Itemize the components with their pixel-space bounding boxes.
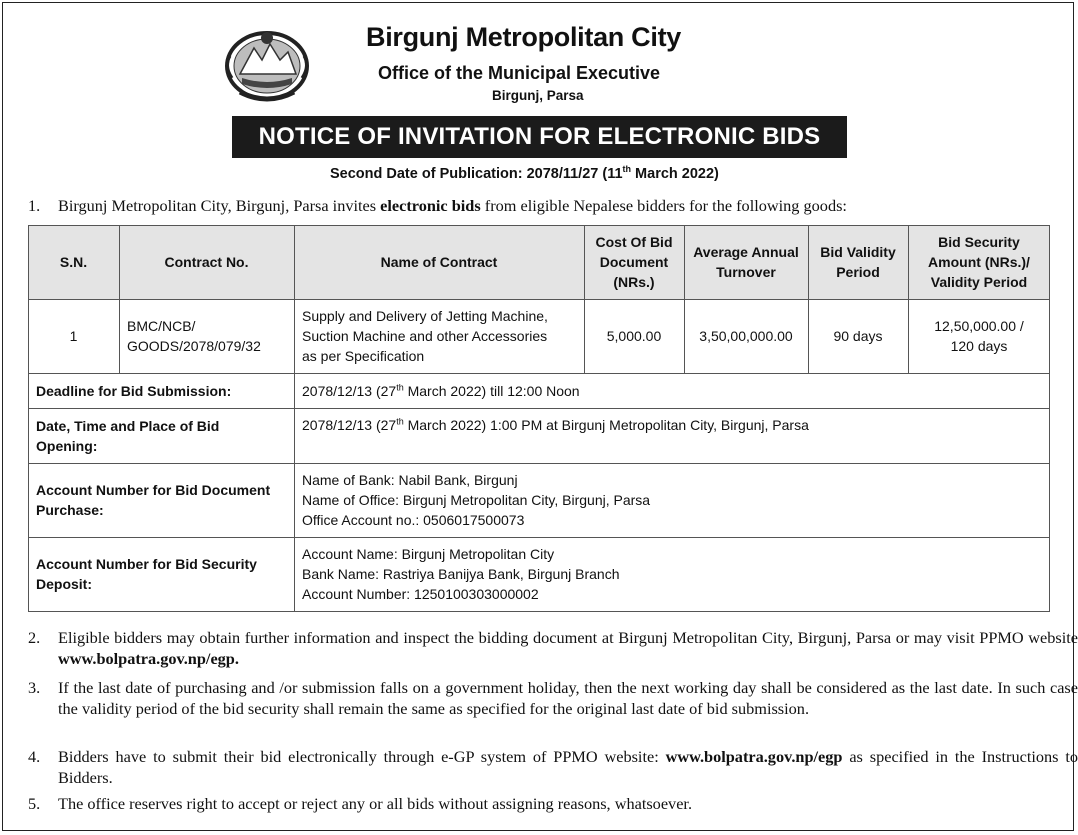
row-validity: 90 days	[833, 328, 883, 344]
publication-date: Second Date of Publication: 2078/11/27 (11th March 2022)	[330, 164, 719, 182]
office-location: Birgunj, Parsa	[492, 88, 584, 103]
security-deposit-details: Account Name: Birgunj Metropolitan City Bank Name: Rastriya Banijya Bank, Birgunj Branch Account Number: 1250100303000002	[302, 546, 620, 602]
header-average-annual-turnover: Average Annual Turnover	[684, 225, 808, 299]
nepal-government-emblem-icon	[220, 26, 314, 106]
row-turnover: 3,50,00,000.00	[699, 328, 793, 344]
header-contract-name: Name of Contract	[294, 225, 584, 299]
header-bid-validity-period: Bid Validity Period	[808, 225, 908, 299]
header-bid-security: Bid Security Amount (NRs.)/ Validity Period	[908, 225, 1050, 299]
purchase-account-details: Name of Bank: Nabil Bank, Birgunj Name of Office: Birgunj Metropolitan City, Birgunj, Parsa Office Account no.: 0506017500073	[302, 472, 651, 528]
deadline-value: 2078/12/13 (27th March 2022) till 12:00 Noon	[302, 381, 580, 399]
header-contract-no: Contract No.	[119, 225, 294, 299]
opening-value: 2078/12/13 (27th March 2022) 1:00 PM at Birgunj Metropolitan City, Birgunj, Parsa	[302, 416, 809, 433]
organization-name: Birgunj Metropolitan City	[366, 22, 681, 52]
header-sn: S.N.	[28, 225, 119, 299]
row-cost: 5,000.00	[606, 328, 662, 344]
notice-title: NOTICE OF INVITATION FOR ELECTRONIC BIDS	[232, 116, 847, 158]
purchase-account-label: Account Number for Bid Document Purchase:	[36, 482, 271, 518]
row-contract-no: BMC/NCB/ GOODS/2078/079/32	[127, 318, 261, 354]
header-cost-of-bid-document: Cost Of Bid Document (NRs.)	[584, 225, 684, 299]
office-name: Office of the Municipal Executive	[378, 63, 661, 83]
row-security: 12,50,000.00 / 120 days	[934, 318, 1024, 354]
row-contract-name: Supply and Delivery of Jetting Machine, Suction Machine and other Accessories as per Specification	[302, 308, 548, 364]
deadline-label: Deadline for Bid Submission:	[36, 382, 232, 399]
row-sn: 1	[69, 328, 78, 344]
opening-label: Date, Time and Place of Bid Opening:	[36, 417, 220, 454]
security-deposit-label: Account Number for Bid Security Deposit:	[36, 556, 257, 592]
